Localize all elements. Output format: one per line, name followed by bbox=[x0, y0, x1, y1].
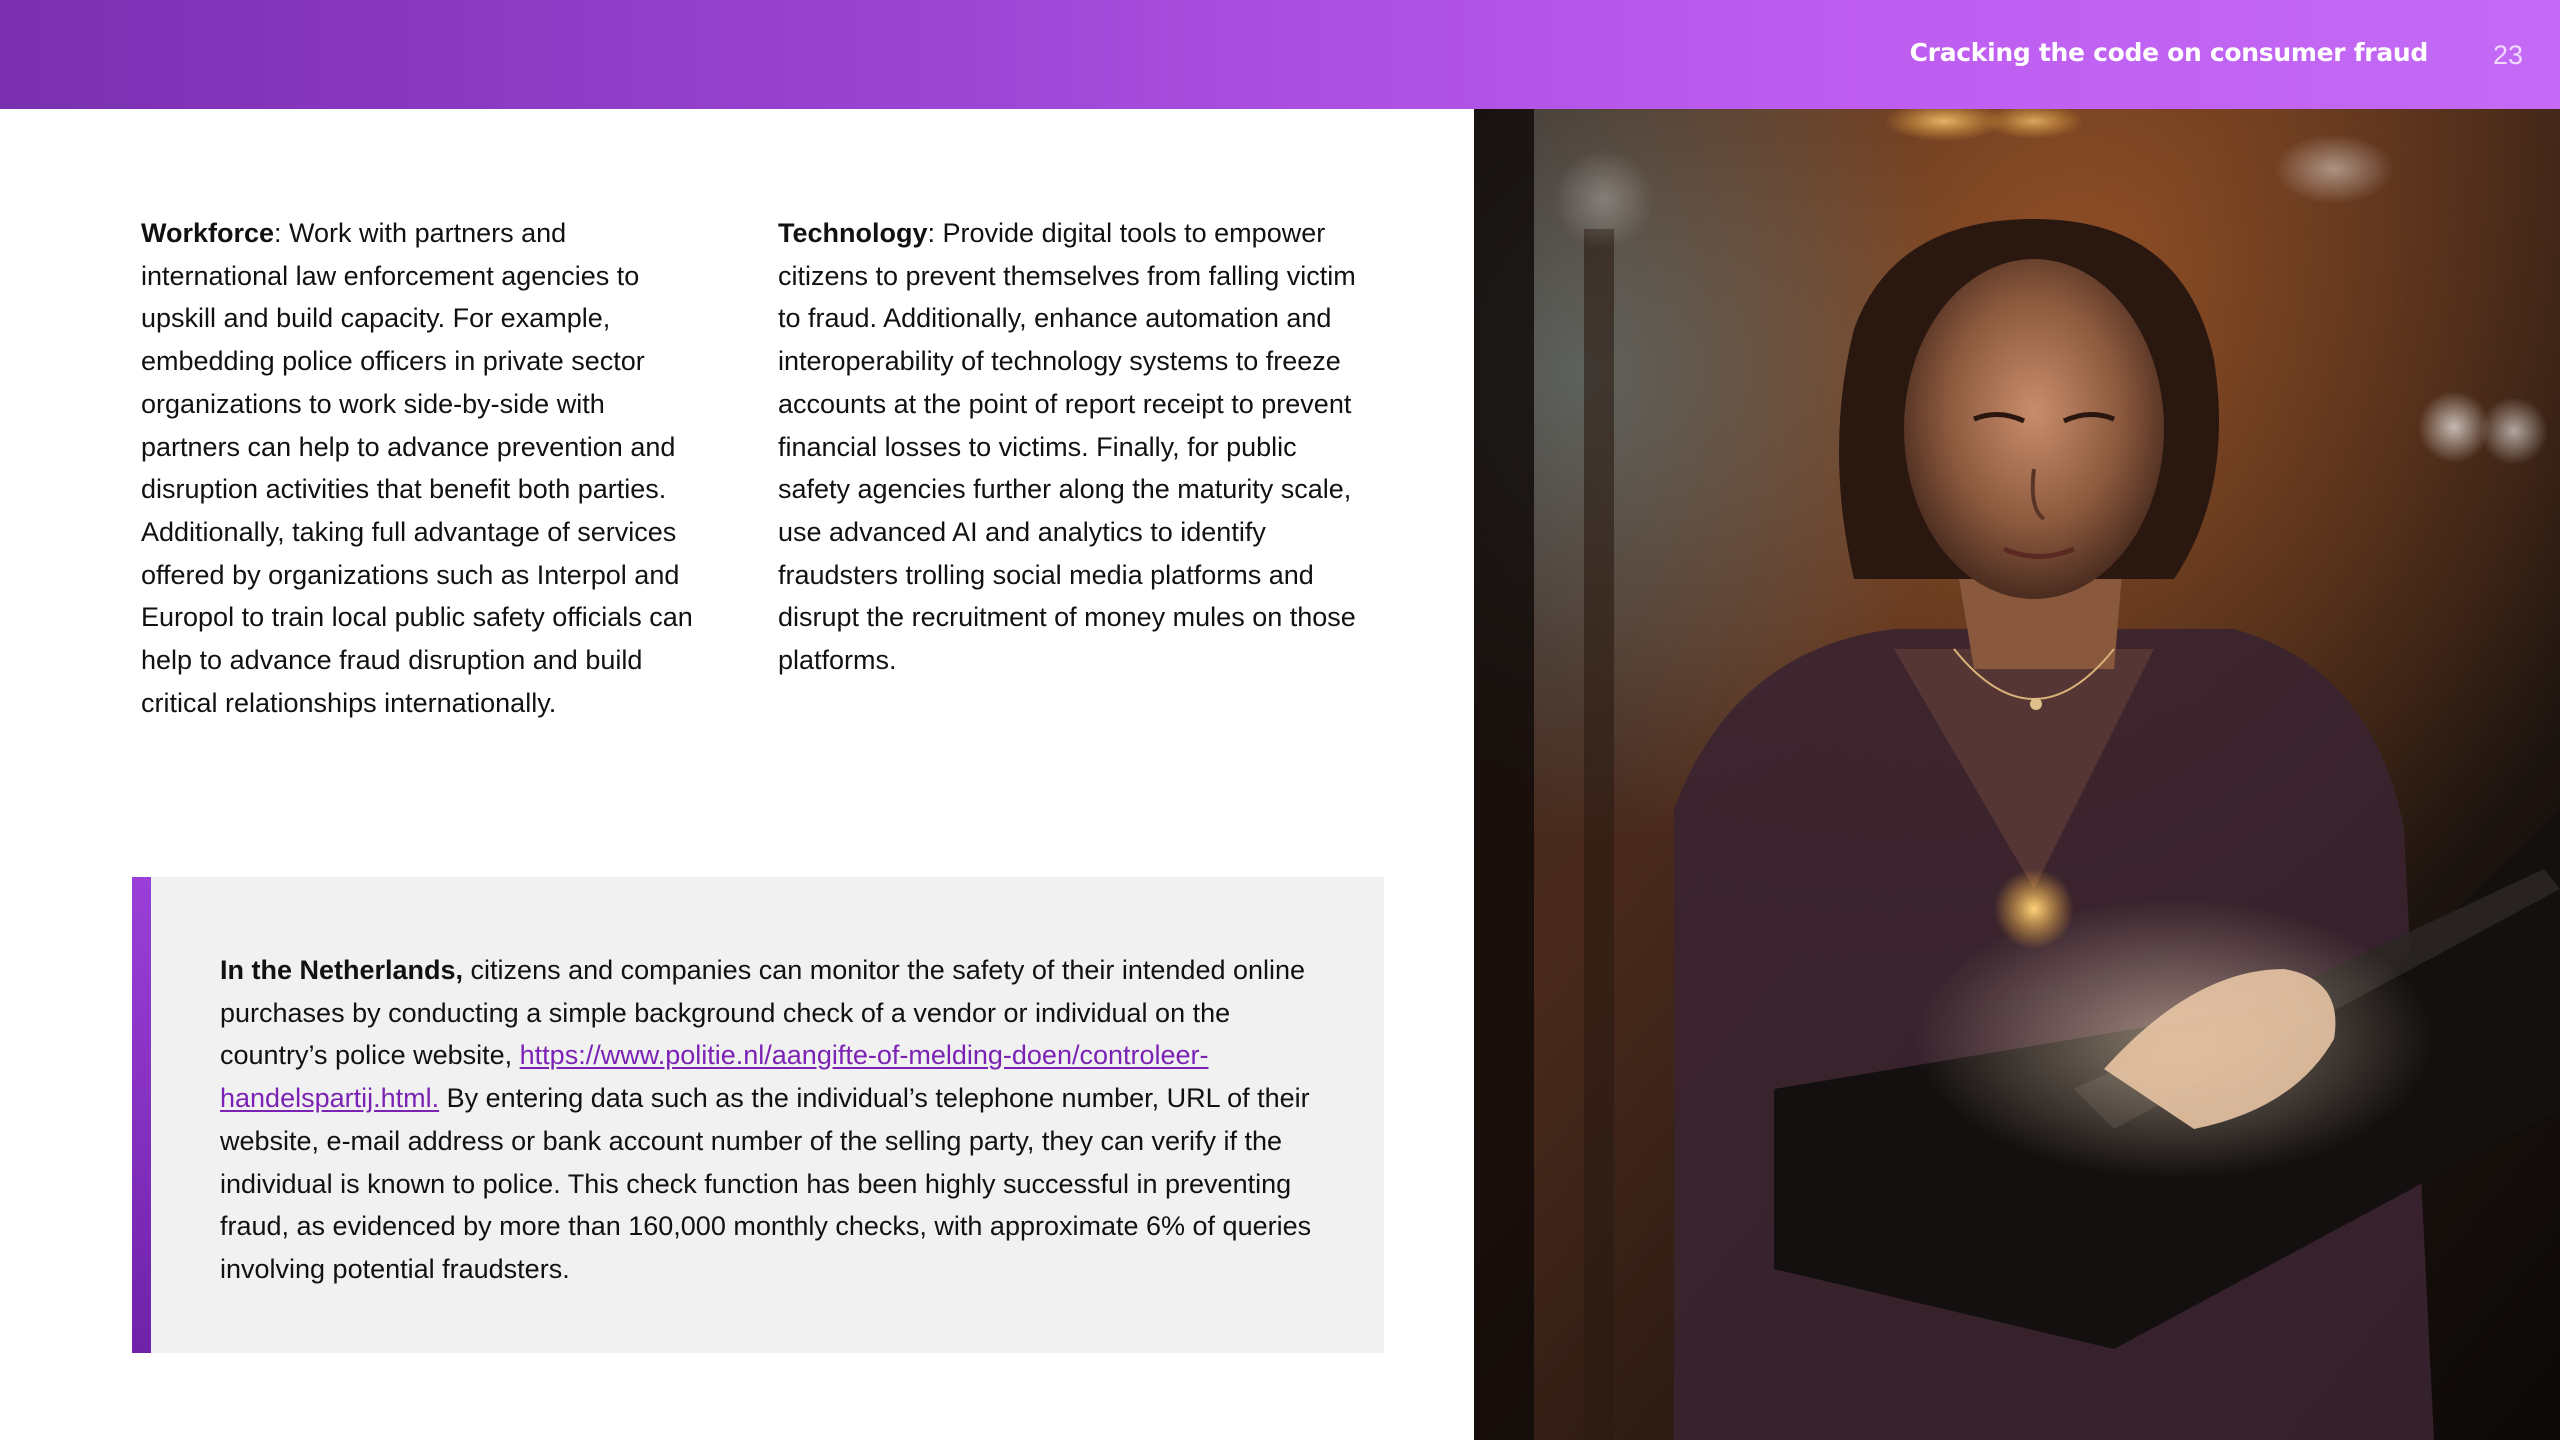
callout-text-before-link: citizens and companies can monitor the safety of their intended online purchases by conducting a simple background check of a vendor or individual on the country’s police website, bbox=[220, 955, 1306, 1071]
header-band bbox=[0, 0, 2560, 109]
callout-lead: In the Netherlands, bbox=[220, 955, 464, 985]
technology-paragraph bbox=[778, 212, 1358, 682]
workforce-section bbox=[141, 212, 711, 724]
callout-text-after-link: By entering data such as the individual’s telephone number, URL of their website, e-mail address or bank account number of the selling party, they can verify if the individual is known to police. This check function has been highly successful in preventing fraud, as evidenced by more than 160,000 monthly checks, with approximate 6% of queries involving potential fraudsters. bbox=[220, 1083, 1312, 1284]
callout-accent-bar bbox=[132, 877, 151, 1353]
technology-section bbox=[778, 212, 1358, 682]
workforce-heading: Workforce bbox=[141, 218, 275, 248]
callout-paragraph bbox=[220, 949, 1330, 1291]
netherlands-callout bbox=[132, 877, 1384, 1353]
callout-body bbox=[220, 949, 1330, 1291]
politie-link[interactable]: https://www.politie.nl/aangifte-of-melding-doen/controleer-handelspartij.html. bbox=[220, 1040, 1209, 1114]
workforce-text: : Work with partners and international law enforcement agencies to upskill and build capacity. For example, embedding police officers in private sector organizations to work side-by-side with partners can help to advance prevention and disruption activities that benefit both parties. Additionally, taking full advantage of services offered by organizations such as Interpol and Europol to train local public safety officials can help to advance fraud disruption and build critical relationships internationally. bbox=[141, 218, 693, 718]
document-title: Cracking the code on consumer fraud bbox=[1909, 38, 2428, 67]
technology-heading: Technology bbox=[778, 218, 928, 248]
photo-woman-tablet-icon bbox=[1474, 109, 2560, 1440]
photo-panel bbox=[1474, 109, 2560, 1440]
technology-text: : Provide digital tools to empower citizens to prevent themselves from falling victim to fraud. Additionally, enhance automation and interoperability of technology systems to freeze accounts at the point of report receipt to prevent financial losses to victims. Finally, for public safety agencies further along the maturity scale, use advanced AI and analytics to identify fraudsters trolling social media platforms and disrupt the recruitment of money mules on those platforms. bbox=[778, 218, 1356, 676]
workforce-paragraph bbox=[141, 212, 711, 724]
page-number: 23 bbox=[2492, 40, 2523, 70]
